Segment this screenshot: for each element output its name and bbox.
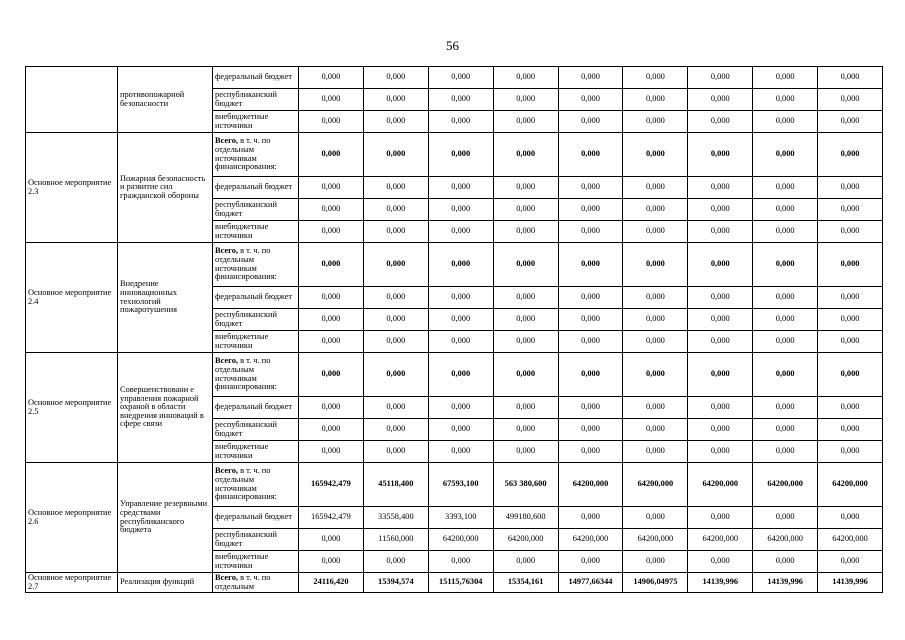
amount-cell: 0,000 [428, 89, 493, 111]
amount-cell: 0,000 [363, 397, 428, 419]
activity-name-cell: Внедрение инновационных технологий пожаротушения [118, 243, 213, 353]
amount-cell: 0,000 [428, 243, 493, 287]
amount-cell: 0,000 [558, 353, 623, 397]
table-row [26, 353, 883, 397]
amount-cell: 0,000 [623, 133, 688, 177]
amount-cell: 0,000 [753, 507, 818, 529]
funding-source-label: федеральный бюджет [215, 402, 293, 412]
funding-source-cell [213, 221, 299, 243]
amount-cell: 0,000 [493, 309, 558, 331]
amount-cell: 0,000 [428, 133, 493, 177]
amount-cell: 0,000 [753, 111, 818, 133]
amount-cell: 0,000 [428, 397, 493, 419]
amount-cell: 0,000 [818, 507, 883, 529]
amount-cell: 0,000 [299, 177, 364, 199]
funding-source-cell [213, 397, 299, 419]
amount-cell: 0,000 [623, 309, 688, 331]
amount-cell: 0,000 [818, 441, 883, 463]
amount-cell: 0,000 [299, 199, 364, 221]
amount-cell: 0,000 [493, 177, 558, 199]
amount-cell: 0,000 [688, 67, 753, 89]
amount-cell: 0,000 [818, 67, 883, 89]
amount-cell: 0,000 [558, 133, 623, 177]
funding-source-cell [213, 331, 299, 353]
amount-cell: 0,000 [363, 111, 428, 133]
amount-cell: 0,000 [688, 309, 753, 331]
funding-source-cell [213, 243, 299, 287]
amount-cell: 0,000 [493, 243, 558, 287]
amount-cell: 0,000 [299, 309, 364, 331]
amount-cell: 0,000 [558, 419, 623, 441]
amount-cell: 0,000 [753, 243, 818, 287]
main-activity-cell: Основное мероприятие 2.3 [26, 133, 118, 243]
amount-cell: 0,000 [623, 507, 688, 529]
amount-cell: 64200,000 [753, 529, 818, 551]
amount-cell: 0,000 [753, 287, 818, 309]
amount-cell: 0,000 [818, 89, 883, 111]
funding-source-label: в т. ч. по отдельным источникам финансирования: [215, 246, 277, 282]
amount-cell: 0,000 [428, 111, 493, 133]
amount-cell: 0,000 [363, 221, 428, 243]
funding-source-label: внебюджетные источники [215, 441, 269, 460]
amount-cell: 0,000 [753, 331, 818, 353]
amount-cell: 0,000 [363, 309, 428, 331]
amount-cell: 0,000 [363, 243, 428, 287]
funding-source-label: республиканский бюджет [215, 199, 277, 218]
funding-source-label: в т. ч. по отдельным источникам финансирования: [215, 356, 277, 392]
amount-cell: 0,000 [818, 199, 883, 221]
funding-source-label: республиканский бюджет [215, 529, 277, 548]
amount-cell: 0,000 [428, 67, 493, 89]
amount-cell: 0,000 [363, 133, 428, 177]
amount-cell: 0,000 [493, 133, 558, 177]
amount-cell: 0,000 [363, 551, 428, 573]
amount-cell: 24116,420 [299, 573, 364, 593]
table-row [26, 243, 883, 287]
amount-cell: 0,000 [688, 331, 753, 353]
amount-cell: 0,000 [363, 199, 428, 221]
amount-cell: 3393,100 [428, 507, 493, 529]
amount-cell: 0,000 [623, 199, 688, 221]
amount-cell: 11560,000 [363, 529, 428, 551]
table-row [26, 67, 883, 89]
amount-cell: 67593,100 [428, 463, 493, 507]
main-activity-cell: Основное мероприятие 2.7 [26, 573, 118, 593]
amount-cell: 0,000 [363, 287, 428, 309]
amount-cell: 64200,000 [428, 529, 493, 551]
amount-cell: 0,000 [299, 243, 364, 287]
funding-source-label: федеральный бюджет [215, 292, 293, 302]
funding-source-label: республиканский бюджет [215, 419, 277, 438]
amount-cell: 0,000 [623, 419, 688, 441]
amount-cell: 0,000 [428, 221, 493, 243]
amount-cell: 15394,574 [363, 573, 428, 593]
amount-cell: 14977,66344 [558, 573, 623, 593]
amount-cell: 33558,400 [363, 507, 428, 529]
amount-cell: 0,000 [558, 309, 623, 331]
amount-cell: 0,000 [753, 177, 818, 199]
amount-cell: 0,000 [818, 353, 883, 397]
amount-cell: 0,000 [753, 309, 818, 331]
amount-cell: 0,000 [363, 331, 428, 353]
amount-cell: 0,000 [753, 67, 818, 89]
amount-cell: 0,000 [558, 67, 623, 89]
amount-cell: 0,000 [428, 353, 493, 397]
amount-cell: 0,000 [688, 221, 753, 243]
funding-source-cell [213, 463, 299, 507]
funding-source-label: внебюджетные источники [215, 331, 269, 350]
amount-cell: 0,000 [558, 221, 623, 243]
funding-source-label: внебюджетные источники [215, 551, 269, 570]
amount-cell: 0,000 [623, 353, 688, 397]
amount-cell: 45118,400 [363, 463, 428, 507]
activity-name-cell: Реализация функций [118, 573, 213, 593]
amount-cell: 0,000 [493, 353, 558, 397]
amount-cell: 0,000 [688, 111, 753, 133]
amount-cell: 0,000 [428, 441, 493, 463]
amount-cell: 0,000 [753, 353, 818, 397]
amount-cell: 0,000 [753, 419, 818, 441]
amount-cell: 165942,479 [299, 507, 364, 529]
amount-cell: 0,000 [493, 287, 558, 309]
amount-cell: 0,000 [428, 419, 493, 441]
amount-cell: 0,000 [623, 89, 688, 111]
amount-cell: 0,000 [299, 89, 364, 111]
funding-source-cell [213, 353, 299, 397]
amount-cell: 0,000 [688, 89, 753, 111]
funding-source-label: внебюджетные источники [215, 221, 269, 240]
amount-cell: 0,000 [623, 551, 688, 573]
amount-cell: 64200,000 [558, 529, 623, 551]
activity-name-cell: Управление резервными средствами республиканского бюджета [118, 463, 213, 573]
amount-cell: 0,000 [493, 441, 558, 463]
funding-source-cell [213, 441, 299, 463]
amount-cell: 0,000 [688, 199, 753, 221]
amount-cell: 0,000 [753, 441, 818, 463]
amount-cell: 0,000 [623, 397, 688, 419]
funding-source-cell [213, 111, 299, 133]
funding-source-label: республиканский бюджет [215, 309, 277, 328]
amount-cell: 0,000 [753, 221, 818, 243]
amount-cell: 0,000 [363, 419, 428, 441]
amount-cell: 0,000 [558, 199, 623, 221]
funding-source-cell [213, 309, 299, 331]
amount-cell: 0,000 [558, 507, 623, 529]
amount-cell: 0,000 [558, 111, 623, 133]
funding-source-cell [213, 573, 299, 593]
amount-cell: 0,000 [753, 199, 818, 221]
page-number: 56 [446, 38, 459, 53]
amount-cell: 0,000 [363, 67, 428, 89]
amount-cell: 0,000 [623, 331, 688, 353]
funding-source-cell [213, 529, 299, 551]
amount-cell: 64200,000 [818, 463, 883, 507]
funding-source-cell [213, 133, 299, 177]
main-activity-cell [26, 67, 118, 133]
amount-cell: 0,000 [818, 331, 883, 353]
amount-cell: 14139,996 [818, 573, 883, 593]
funding-source-cell [213, 551, 299, 573]
amount-cell: 0,000 [688, 551, 753, 573]
amount-cell: 0,000 [493, 67, 558, 89]
amount-cell: 64200,000 [688, 463, 753, 507]
amount-cell: 0,000 [493, 397, 558, 419]
amount-cell: 0,000 [299, 353, 364, 397]
funding-source-cell [213, 287, 299, 309]
main-activity-cell: Основное мероприятие 2.6 [26, 463, 118, 573]
amount-cell: 0,000 [428, 551, 493, 573]
table-row [26, 133, 883, 177]
amount-cell: 0,000 [299, 441, 364, 463]
total-label: Всего, [215, 572, 238, 582]
amount-cell: 0,000 [623, 243, 688, 287]
amount-cell: 0,000 [558, 441, 623, 463]
funding-source-cell [213, 507, 299, 529]
amount-cell: 0,000 [363, 441, 428, 463]
amount-cell: 0,000 [493, 331, 558, 353]
amount-cell: 0,000 [493, 111, 558, 133]
amount-cell: 0,000 [818, 551, 883, 573]
amount-cell: 0,000 [299, 419, 364, 441]
amount-cell: 64200,000 [818, 529, 883, 551]
amount-cell: 0,000 [753, 551, 818, 573]
amount-cell: 0,000 [428, 287, 493, 309]
amount-cell: 0,000 [558, 287, 623, 309]
amount-cell: 14906,04975 [623, 573, 688, 593]
amount-cell: 0,000 [428, 309, 493, 331]
amount-cell: 64200,000 [688, 529, 753, 551]
amount-cell: 499180,600 [493, 507, 558, 529]
funding-source-cell [213, 177, 299, 199]
amount-cell: 14139,996 [753, 573, 818, 593]
main-activity-cell: Основное мероприятие 2.4 [26, 243, 118, 353]
funding-source-label: федеральный бюджет [215, 72, 293, 82]
table-row [26, 573, 883, 593]
total-label: Всего, [215, 136, 238, 146]
total-label: Всего, [215, 466, 238, 476]
funding-source-label: внебюджетные источники [215, 111, 269, 130]
amount-cell: 0,000 [623, 111, 688, 133]
funding-source-label: федеральный бюджет [215, 512, 293, 522]
amount-cell: 0,000 [623, 67, 688, 89]
amount-cell: 0,000 [493, 419, 558, 441]
amount-cell: 0,000 [688, 507, 753, 529]
activity-name-cell: Совершенствовани е управления пожарной охраной в области внедрения инноваций в сфере связи [118, 353, 213, 463]
amount-cell: 0,000 [363, 89, 428, 111]
funding-source-cell [213, 89, 299, 111]
funding-source-cell [213, 419, 299, 441]
amount-cell: 14139,996 [688, 573, 753, 593]
funding-source-label: в т. ч. по отдельным источникам финансирования: [215, 136, 277, 172]
amount-cell: 0,000 [299, 397, 364, 419]
amount-cell: 0,000 [428, 177, 493, 199]
amount-cell: 0,000 [818, 221, 883, 243]
amount-cell: 0,000 [688, 397, 753, 419]
total-label: Всего, [215, 246, 238, 256]
amount-cell: 0,000 [753, 133, 818, 177]
funding-source-label: федеральный бюджет [215, 182, 293, 192]
amount-cell: 0,000 [753, 397, 818, 419]
amount-cell: 0,000 [818, 397, 883, 419]
amount-cell: 0,000 [818, 287, 883, 309]
amount-cell: 0,000 [623, 177, 688, 199]
budget-table [25, 66, 883, 593]
amount-cell: 0,000 [688, 441, 753, 463]
amount-cell: 0,000 [299, 221, 364, 243]
amount-cell: 0,000 [818, 243, 883, 287]
amount-cell: 0,000 [688, 243, 753, 287]
activity-name-cell: противопожарной безопасности [118, 67, 213, 133]
activity-name-cell: Пожарная безопасность и развитие сил гражданской обороны [118, 133, 213, 243]
amount-cell: 0,000 [623, 441, 688, 463]
amount-cell: 0,000 [623, 221, 688, 243]
amount-cell: 0,000 [818, 111, 883, 133]
amount-cell: 563 380,600 [493, 463, 558, 507]
amount-cell: 0,000 [299, 287, 364, 309]
funding-source-label: в т. ч. по отдельным [215, 572, 271, 591]
amount-cell: 64200,000 [623, 463, 688, 507]
amount-cell: 0,000 [688, 287, 753, 309]
funding-source-label: республиканский бюджет [215, 89, 277, 108]
amount-cell: 0,000 [493, 89, 558, 111]
amount-cell: 165942,479 [299, 463, 364, 507]
amount-cell: 64200,000 [558, 463, 623, 507]
amount-cell: 0,000 [493, 199, 558, 221]
funding-source-cell [213, 199, 299, 221]
amount-cell: 0,000 [688, 177, 753, 199]
amount-cell: 0,000 [299, 111, 364, 133]
amount-cell: 0,000 [299, 551, 364, 573]
table-row [26, 463, 883, 507]
amount-cell: 0,000 [428, 331, 493, 353]
amount-cell: 0,000 [428, 199, 493, 221]
amount-cell: 0,000 [493, 551, 558, 573]
amount-cell: 0,000 [558, 177, 623, 199]
amount-cell: 0,000 [363, 353, 428, 397]
total-label: Всего, [215, 356, 238, 366]
amount-cell: 0,000 [818, 177, 883, 199]
amount-cell: 0,000 [299, 529, 364, 551]
amount-cell: 0,000 [818, 133, 883, 177]
amount-cell: 64200,000 [623, 529, 688, 551]
main-activity-cell: Основное мероприятие 2.5 [26, 353, 118, 463]
amount-cell: 0,000 [688, 353, 753, 397]
amount-cell: 0,000 [363, 177, 428, 199]
amount-cell: 64200,000 [493, 529, 558, 551]
amount-cell: 0,000 [558, 331, 623, 353]
amount-cell: 0,000 [688, 419, 753, 441]
amount-cell: 0,000 [493, 221, 558, 243]
amount-cell: 0,000 [818, 419, 883, 441]
amount-cell: 0,000 [818, 309, 883, 331]
amount-cell: 0,000 [688, 133, 753, 177]
amount-cell: 0,000 [558, 243, 623, 287]
amount-cell: 0,000 [299, 67, 364, 89]
amount-cell: 0,000 [558, 397, 623, 419]
amount-cell: 64200,000 [753, 463, 818, 507]
amount-cell: 0,000 [623, 287, 688, 309]
amount-cell: 0,000 [558, 89, 623, 111]
amount-cell: 0,000 [753, 89, 818, 111]
amount-cell: 15354,161 [493, 573, 558, 593]
funding-source-cell [213, 67, 299, 89]
amount-cell: 0,000 [299, 331, 364, 353]
amount-cell: 0,000 [299, 133, 364, 177]
amount-cell: 0,000 [558, 551, 623, 573]
funding-source-label: в т. ч. по отдельным источникам финансирования: [215, 466, 277, 502]
amount-cell: 15115,76304 [428, 573, 493, 593]
